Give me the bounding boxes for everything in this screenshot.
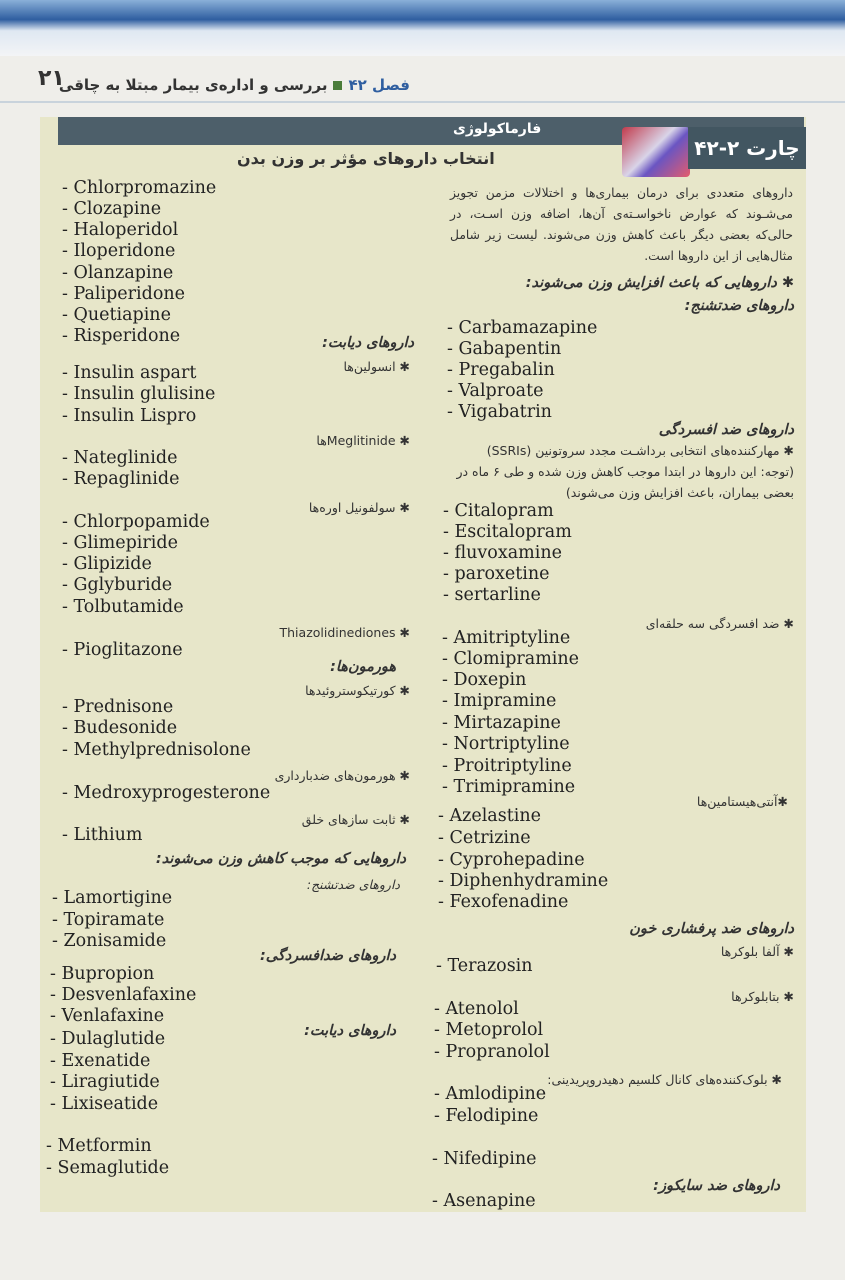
drug-item: - Insulin glulisine — [62, 384, 216, 404]
chapter-title: بررسی و اداره‌ی بیمار مبتلا به چاقی — [58, 76, 328, 94]
chart-box — [40, 117, 806, 1212]
page-number: ۲۱ — [38, 66, 65, 91]
intro-paragraph: داروهای متعددی برای درمان بیماری‌ها و اختلالات مزمن تجویز می‌شـوند که عوارض ناخواسـته‌ی آن‌ها، اضافه وزن اسـت، در حالی‌که بعضی دیگر باعث کاهش وزن می‌شوند. لیست زیر شامل مثال‌هایی از این داروها است. — [450, 186, 793, 263]
drug-item: - Lamortigine — [52, 888, 173, 908]
drug-item: - Topiramate — [52, 910, 165, 930]
drug-item: - Diphenhydramine — [438, 871, 609, 891]
hormones-heading: هورمون‌ها: — [330, 659, 396, 675]
drug-item: - Paliperidone — [62, 284, 185, 304]
pills-image — [622, 127, 690, 177]
drug-item: - Nateglinide — [62, 448, 178, 468]
drug-item: - Cyprohepadine — [438, 850, 585, 870]
anticonvulsants-heading: داروهای ضدتشنج: — [684, 298, 794, 314]
alpha-blocker-label: ✱ آلفا بلوکرها — [720, 944, 794, 959]
antihistamine-label: ✱آنتی‌هیستامین‌ها — [696, 794, 788, 809]
drug-item: - Insulin aspart — [62, 363, 197, 383]
corticosteroids-label: ✱ کورتیکوستروئیدها — [305, 683, 410, 698]
drug-item: - Citalopram — [443, 501, 554, 521]
drug-item: - Cetrizine — [438, 828, 531, 848]
drug-item: - Azelastine — [438, 806, 541, 826]
drug-item: - Carbamazapine — [447, 318, 598, 338]
drug-item: - Lixiseatide — [50, 1094, 159, 1114]
category-label: فارماکولوژی — [453, 121, 542, 137]
top-decorative-band — [0, 0, 845, 56]
drug-item: - Asenapine — [432, 1191, 536, 1211]
drug-item: - Chlorpromazine — [62, 178, 217, 198]
tzd-label: ✱ Thiazolidinediones — [279, 625, 410, 640]
weight-loss-heading: داروهایی که موجب کاهش وزن می‌شوند: — [155, 851, 406, 867]
drug-item: - Olanzapine — [62, 263, 174, 283]
drug-item: - Chlorpopamide — [62, 512, 210, 532]
drug-item: - Venlafaxine — [50, 1006, 165, 1026]
ccb-label: ✱ بلوک‌کننده‌های کانال کلسیم دهیدروپریدینی: — [547, 1072, 782, 1087]
chart-number-badge: چارت ۲-۴۲ — [688, 127, 806, 169]
drug-item: - Glipizide — [62, 554, 152, 574]
tricyclic-label: ✱ ضد افسردگی سه حلقه‌ای — [645, 616, 794, 631]
drug-item: - Gglyburide — [62, 575, 173, 595]
drug-item: - Imipramine — [442, 691, 557, 711]
drug-item: - Glimepiride — [62, 533, 178, 553]
drug-item: - Terazosin — [436, 956, 533, 976]
drug-item: - Prednisone — [62, 697, 174, 717]
drug-item: - Vigabatrin — [447, 402, 552, 422]
drug-item: - Lithium — [62, 825, 143, 845]
ssri-note-line: (توجه: این داروها در ابتدا موجب کاهش وزن شده و طی ۶ ماه در — [456, 464, 794, 479]
drug-item: - Escitalopram — [443, 522, 572, 542]
beta-blocker-label: ✱ بتابلوکرها — [731, 989, 794, 1004]
ssri-note-line: بعضی بیماران، باعث افزایش وزن می‌شوند) — [565, 485, 794, 500]
meglitinide-label: ✱ Meglitinideها — [316, 433, 410, 448]
drug-item: - paroxetine — [443, 564, 550, 584]
drug-item: - fluvoxamine — [443, 543, 562, 563]
antidepressants-heading: داروهای ضد افسردگی — [658, 422, 794, 438]
contraceptive-label: ✱ هورمون‌های ضدبارداری — [274, 768, 410, 783]
drug-item: - Clomipramine — [442, 649, 580, 669]
square-bullet-icon — [333, 81, 342, 90]
drug-item: - Felodipine — [434, 1106, 539, 1126]
drug-item: - Mirtazapine — [442, 713, 561, 733]
drug-item: - Zonisamide — [52, 931, 167, 951]
drug-item: - Desvenlafaxine — [50, 985, 197, 1005]
drug-item: - Repaglinide — [62, 469, 180, 489]
drug-item: - Bupropion — [50, 964, 155, 984]
drug-item: - Budesonide — [62, 718, 178, 738]
running-header — [0, 62, 845, 102]
insulins-label: ✱ انسولین‌ها — [343, 359, 410, 374]
drug-item: - Trimipramine — [442, 777, 576, 797]
drug-item: - Metoprolol — [434, 1020, 544, 1040]
drug-item: - Doxepin — [442, 670, 527, 690]
chapter-number: فصل ۴۲ — [348, 76, 410, 94]
loss-diabetes-heading: داروهای دیابت: — [304, 1023, 396, 1039]
sulfonylurea-label: ✱ سولفونیل اوره‌ها — [308, 500, 410, 515]
drug-item: - Nortriptyline — [442, 734, 570, 754]
drug-item: - Liragiutide — [50, 1072, 160, 1092]
loss-anticonvulsants-heading: داروهای ضدتشنج: — [306, 877, 400, 892]
drug-item: - Nifedipine — [432, 1149, 537, 1169]
diabetes-heading: داروهای دیابت: — [322, 335, 414, 351]
drug-item: - Gabapentin — [447, 339, 562, 359]
drug-item: - Amlodipine — [434, 1084, 547, 1104]
drug-item: - Risperidone — [62, 326, 181, 346]
drug-item: - Dulaglutide — [50, 1029, 166, 1049]
drug-item: - Pioglitazone — [62, 640, 183, 660]
drug-item: - Proitriptyline — [442, 756, 572, 776]
drug-item: - Fexofenadine — [438, 892, 569, 912]
weight-gain-heading: ✱ داروهایی که باعث افزایش وزن می‌شوند: — [525, 275, 794, 291]
chapter-heading — [59, 76, 410, 94]
drug-item: - Pregabalin — [447, 360, 555, 380]
drug-item: - Propranolol — [434, 1042, 550, 1062]
drug-item: - Semaglutide — [46, 1158, 170, 1178]
drug-item: - Atenolol — [434, 999, 519, 1019]
antipsychotic-heading: داروهای ضد سایکوز: — [653, 1178, 780, 1194]
drug-item: - Methylprednisolone — [62, 740, 251, 760]
drug-item: - Metformin — [46, 1136, 152, 1156]
drug-item: - Haloperidol — [62, 220, 179, 240]
drug-item: - Iloperidone — [62, 241, 176, 261]
loss-antidepressants-heading: داروهای ضدافسردگی: — [259, 948, 396, 964]
drug-item: - Exenatide — [50, 1051, 151, 1071]
drug-item: - Amitriptyline — [442, 628, 571, 648]
ssri-note-line: ✱ مهارکننده‌های انتخابی برداشـت مجدد سروتونین (SSRIs) — [486, 443, 794, 458]
drug-item: - Valproate — [447, 381, 544, 401]
drug-item: - Medroxyprogesterone — [62, 783, 271, 803]
drug-item: - Quetiapine — [62, 305, 171, 325]
drug-item: - sertarline — [443, 585, 541, 605]
drug-item: - Tolbutamide — [62, 597, 184, 617]
chart-title: انتخاب داروهای مؤثر بر وزن بدن — [237, 149, 495, 168]
drug-item: - Clozapine — [62, 199, 162, 219]
antihypertensive-heading: داروهای ضد پرفشاری خون — [629, 921, 794, 937]
mood-stabilizer-label: ✱ ثابت سازهای خلق — [301, 812, 410, 827]
drug-item: - Insulin Lispro — [62, 406, 197, 426]
header-divider — [0, 101, 845, 103]
